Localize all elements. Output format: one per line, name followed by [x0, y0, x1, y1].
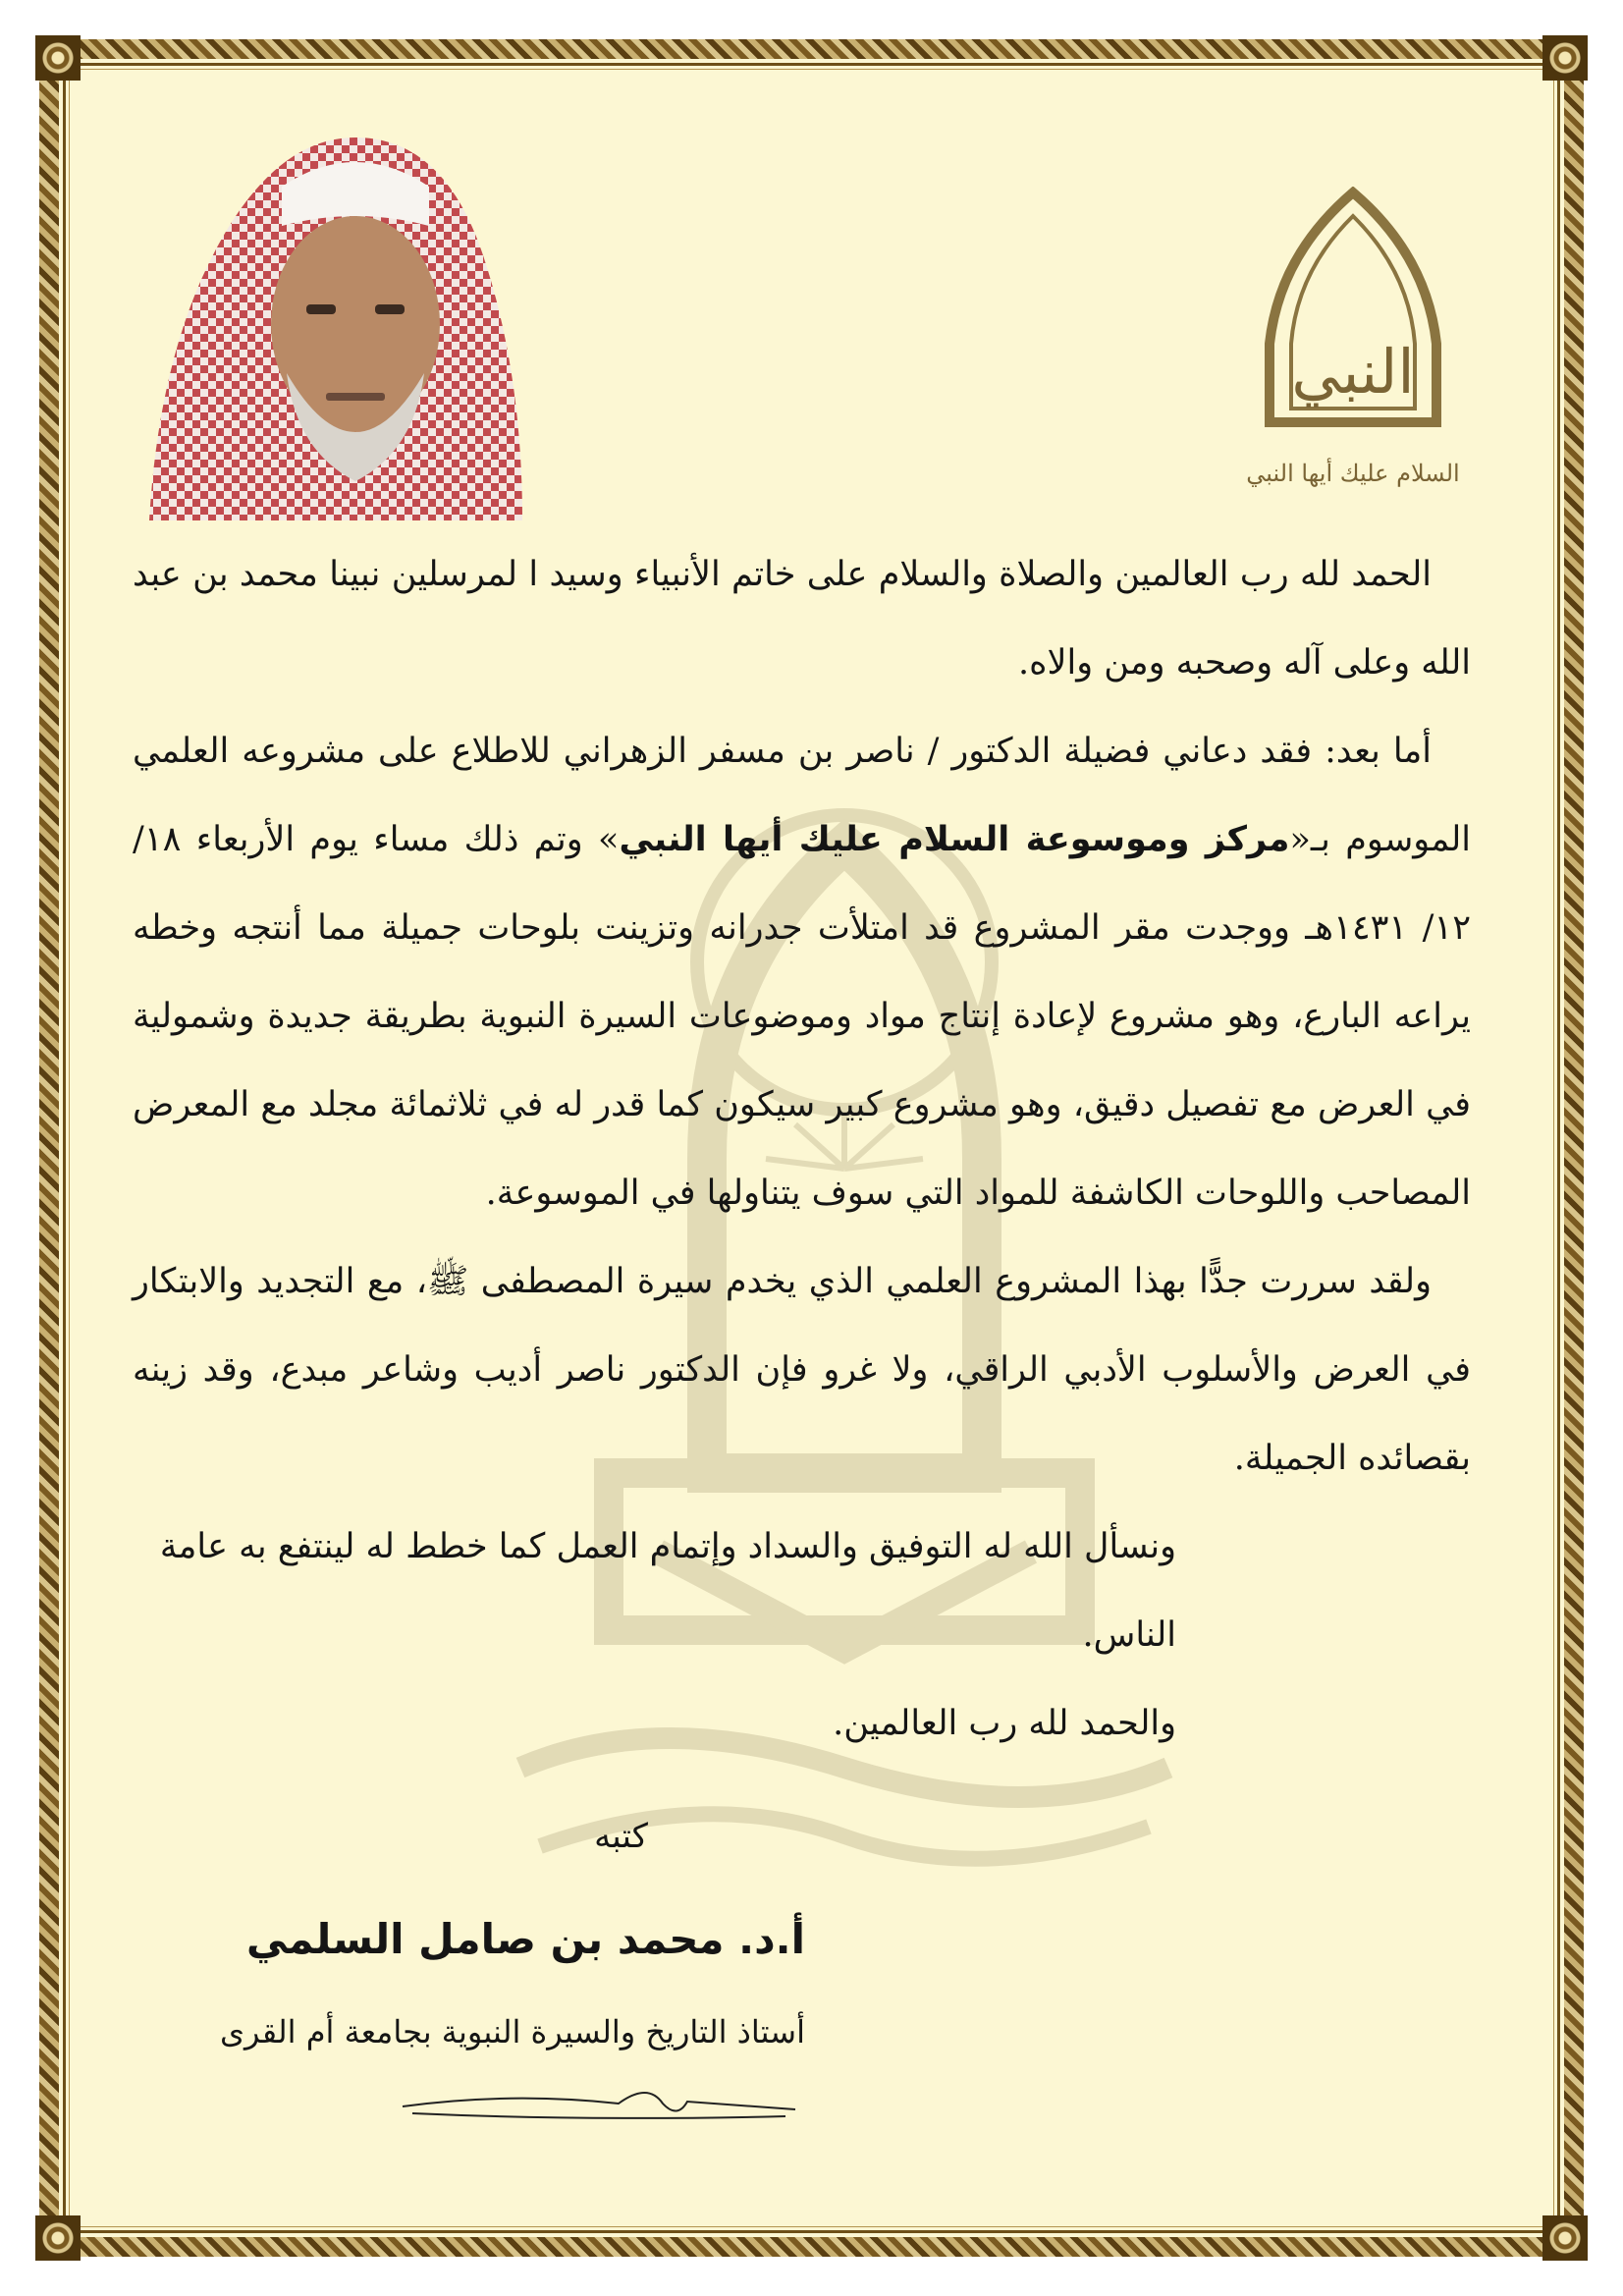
letter-body	[133, 530, 1471, 1768]
letter-main-after: » وتم ذلك مساء يوم الأربعاء ١٨/ ١٢/ ١٤٣١هـ ووجدت مقر المشروع قد امتلأت جدرانه وتزينت بلوحات جميلة مما أنتجه وخطه يراعه البارع، وهو مشروع لإعادة إنتاج مواد وموضوعات السيرة النبوية بطريقة جديدة وشمولية في العرض مع تفصيل دقيق، وهو مشروع كبير سيكون كما قدر له في ثلاثمائة مجلد مع المعرض المصاحب واللوحات الكاشفة للمواد التي سوف يتناولها في الموسوعة.	[133, 820, 1472, 1213]
handwritten-signature	[393, 2062, 805, 2131]
corner-ornament-top-right	[1542, 35, 1588, 81]
signature-wrote-label: كتبه	[594, 1817, 648, 1856]
signatory-name: أ.د. محمد بن صامل السلمي	[245, 1915, 805, 1963]
letter-paragraph-prayer: ونسأل الله له التوفيق والسداد وإتمام العمل كما خطط له لينتفع به عامة الناس.	[159, 1527, 1176, 1655]
logo-emblem-text: النبي	[1291, 336, 1415, 408]
letter-paragraph-main	[133, 707, 1471, 1237]
letter-paragraph-praise: ولقد سررت جدًّا بهذا المشروع العلمي الذي يخدم سيرة المصطفى ﷺ، مع التجديد والابتكار في العرض والأسلوب الأدبي الراقي، ولا غرو فإن الدكتور ناصر أديب وشاعر مبدع، وقد زينه بقصائده الجميلة.	[133, 1262, 1471, 1478]
corner-ornament-top-left	[35, 35, 81, 81]
letter-paragraph-closing: والحمد لله رب العالمين.	[833, 1704, 1176, 1743]
project-title: مركز وموسوعة السلام عليك أيها النبي	[619, 820, 1290, 859]
corner-ornament-bottom-left	[35, 2215, 81, 2261]
corner-ornament-bottom-right	[1542, 2215, 1588, 2261]
portrait-photo	[90, 98, 542, 520]
signatory-title: أستاذ التاريخ والسيرة النبوية بجامعة أم القرى	[220, 2013, 805, 2050]
center-logo	[1240, 187, 1466, 511]
letter-main-before: أما بعد: فقد دعاني فضيلة الدكتور / ناصر بن مسفر الزهراني للاطلاع على مشروعه العلمي الموسوم بـ«	[133, 732, 1471, 859]
letter-paragraph-opening: الحمد لله رب العالمين والصلاة والسلام على خاتم الأنبياء وسيد ا لمرسلين نبينا محمد بن عبد الله وعلى آله وصحبه ومن والاه.	[133, 555, 1471, 683]
certificate-page	[39, 39, 1584, 2257]
logo-caption: السلام عليك أيها النبي	[1246, 460, 1460, 487]
